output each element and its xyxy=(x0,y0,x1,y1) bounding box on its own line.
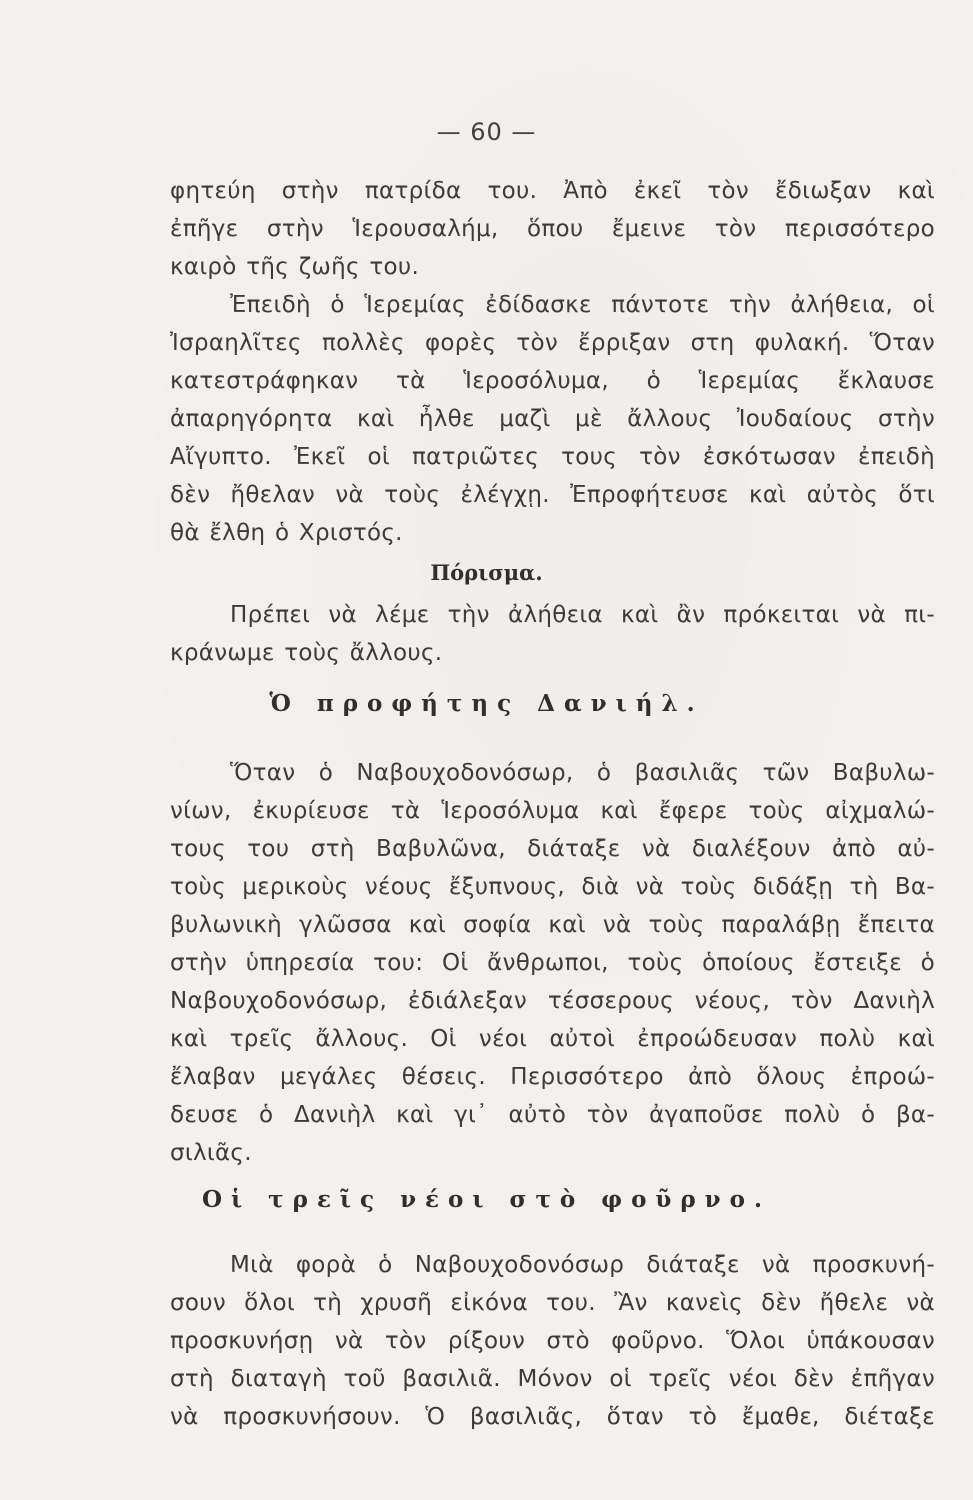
text-line: Ἰσραηλῖτες πολλὲς φορὲς τὸν ἔρριξαν στη φυλακή. Ὅταν xyxy=(170,330,935,356)
text-line: Αἴγυπτο. Ἐκεῖ οἱ πατριῶτες τους τὸν ἐσκότωσαν ἐπειδὴ xyxy=(170,444,935,470)
text-line: ἀπαρηγόρητα καὶ ἦλθε μαζὶ μὲ ἄλλους Ἰουδαίους στὴν xyxy=(170,406,935,432)
text-line: νὰ προσκυνήσουν. Ὁ βασιλιᾶς, ὅταν τὸ ἔμαθε, διέταξε xyxy=(170,1404,935,1430)
text-line: φητεύη στὴν πατρίδα του. Ἀπὸ ἐκεῖ τὸν ἔδιωξαν καὶ xyxy=(170,178,935,204)
text-line: Ἐπειδὴ ὁ Ἱερεμίας ἐδίδασκε πάντοτε τὴν ἀλήθεια, οἱ xyxy=(230,292,935,318)
text-line: Ναβουχοδονόσωρ, ἐδιάλεξαν τέσσερους νέους, τὸν Δανιὴλ xyxy=(170,988,935,1014)
text-line: ἔλαβαν μεγάλες θέσεις. Περισσότερο ἀπὸ ὅλους ἐπροώ- xyxy=(170,1064,935,1090)
porisma-heading: Πόρισμα. xyxy=(430,560,543,585)
text-line: στὴν ὑπηρεσία του: Οἱ ἄνθρωποι, τοὺς ὁποίους ἔστειξε ὁ xyxy=(170,950,935,976)
text-line: Πρέπει νὰ λέμε τὴν ἀλήθεια καὶ ἂν πρόκειται νὰ πι- xyxy=(230,602,935,628)
text-line: Ὅταν ὁ Ναβουχοδονόσωρ, ὁ βασιλιᾶς τῶν Βαβυλω- xyxy=(230,760,935,786)
text-line: κράνωμε τοὺς ἄλλους. xyxy=(170,640,443,666)
text-line: σουν ὅλοι τὴ χρυσῆ εἰκόνα του. Ἂν κανεὶς δὲν ἤθελε νὰ xyxy=(170,1290,935,1316)
text-line: δευσε ὁ Δανιὴλ καὶ γι᾽ αὐτὸ τὸν ἀγαποῦσε πολὺ ὁ βα- xyxy=(170,1102,935,1128)
text-line: καιρὸ τῆς ζωῆς του. xyxy=(170,254,420,280)
text-line: νίων, ἐκυρίευσε τὰ Ἱεροσόλυμα καὶ ἔφερε τοὺς αἰχμαλώ- xyxy=(170,798,935,824)
text-line: θὰ ἔλθη ὁ Χριστός. xyxy=(170,520,403,546)
text-line: καὶ τρεῖς ἄλλους. Οἱ νέοι αὐτοὶ ἐπροώδευσαν πολὺ καὶ xyxy=(170,1026,935,1052)
text-line: ἐπῆγε στὴν Ἱερουσαλήμ, ὅπου ἔμεινε τὸν περισσότερο xyxy=(170,216,935,242)
text-line: κατεστράφηκαν τὰ Ἱεροσόλυμα, ὁ Ἱερεμίας ἔκλαυσε xyxy=(170,368,935,394)
section-heading-daniel: Ὁ προφήτης Δανιήλ. xyxy=(269,690,704,717)
text-line: στὴ διαταγὴ τοῦ βασιλιᾶ. Μόνον οἱ τρεῖς νέοι δὲν ἐπῆγαν xyxy=(170,1366,935,1392)
text-line: τοὺς μερικοὺς νέους ἔξυπνους, διὰ νὰ τοὺς διδάξῃ τὴ Βα- xyxy=(170,874,935,900)
page-number: — 60 — xyxy=(436,118,537,146)
text-line: τους του στὴ Βαβυλῶνα, διάταξε νὰ διαλέξουν ἀπὸ αὐ- xyxy=(170,836,935,862)
text-line: δὲν ἤθελαν νὰ τοὺς ἐλέγχῃ. Ἐπροφήτευσε καὶ αὐτὸς ὅτι xyxy=(170,482,935,508)
text-line: Μιὰ φορὰ ὁ Ναβουχοδονόσωρ διάταξε νὰ προσκυνή- xyxy=(230,1252,935,1278)
text-line: προσκυνήσῃ νὰ τὸν ρίξουν στὸ φοῦρνο. Ὅλοι ὑπάκουσαν xyxy=(170,1328,935,1354)
section-heading-three-youths: Οἱ τρεῖς νέοι στὸ φοῦρνο. xyxy=(202,1186,771,1213)
text-line: σιλιᾶς. xyxy=(170,1140,252,1166)
text-line: βυλωνικὴ γλῶσσα καὶ σοφία καὶ νὰ τοὺς παραλάβῃ ἔπειτα xyxy=(170,912,935,938)
